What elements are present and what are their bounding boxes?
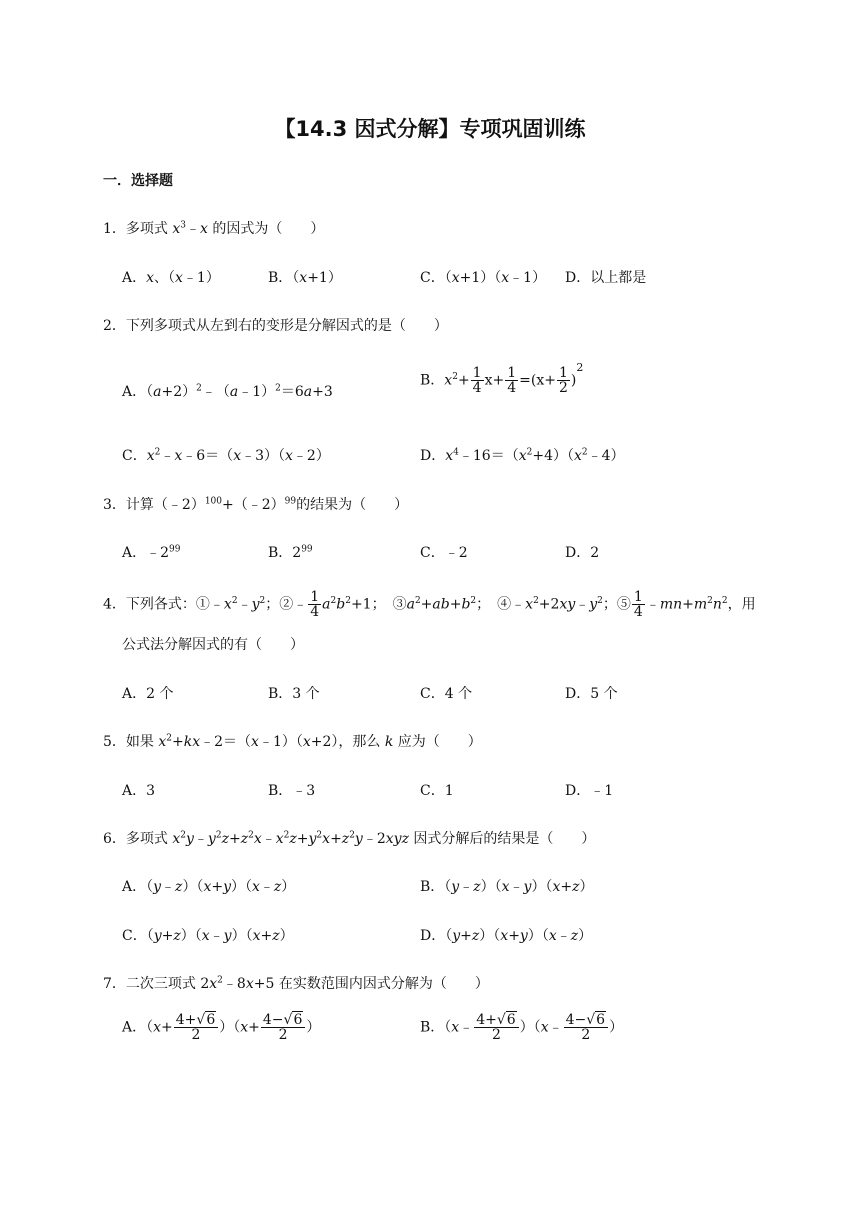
q3-option-c: C．﹣2 bbox=[420, 545, 468, 561]
question-2: 2．下列多项式从左到右的变形是分解因式的是（ ） bbox=[103, 318, 448, 334]
q5-option-a: A．3 bbox=[122, 783, 156, 799]
q6-option-a: A．（y﹣z）（x+y）（x﹣z） bbox=[122, 879, 296, 895]
q1-option-d: D．以上都是 bbox=[565, 270, 647, 286]
q3-option-a: A．$﹣2^{99}$ bbox=[122, 544, 181, 561]
q5-option-b: B．﹣3 bbox=[268, 783, 316, 799]
q2-option-b: B．$x^2+$ $\frac{1}{4}$ x+ $\frac{1}{4}$ =(x+ $\frac{1}{2}$ )$^2$ bbox=[420, 360, 584, 396]
q1-option-b: B．（x+1） bbox=[268, 270, 342, 286]
q4-option-a: A．2 个 bbox=[122, 686, 174, 702]
question-6: 6．多项式 $x^2y﹣y^2z+z^2x﹣x^2z+y^2x+z^2y﹣2xyz$ 因式分解后的结果是（ ） bbox=[103, 830, 596, 847]
question-5: 5．如果 $x^2+kx﹣2=(x﹣1)(x+2)$，那么 k 应为（ ） bbox=[103, 733, 482, 750]
q5-option-d: D．﹣1 bbox=[565, 783, 614, 799]
question-4-line-1: 4．下列各式：$①﹣x^2﹣y^2$；②﹣ $\frac{1}{4}$ $a^2b^2+1$； $③a^2+ab+b^2$； $④﹣x^2+2xy﹣y^2$；⑤ $\frac{1}{4}$ $﹣mn+m^2n^2$，用 bbox=[103, 589, 756, 620]
q3-option-d: D．2 bbox=[565, 545, 600, 561]
q6-option-c: C．（y+z）（x﹣y）（x+z） bbox=[122, 928, 294, 944]
question-1: 1．多项式 $x^3﹣x$ 的因式为（ ） bbox=[103, 220, 325, 237]
q6-option-b: B．（y﹣z）（x﹣y）（x+z） bbox=[420, 879, 594, 895]
q5-option-c: C．1 bbox=[420, 783, 454, 799]
q4-option-c: C．4 个 bbox=[420, 686, 473, 702]
q3-option-b: B．$2^{99}$ bbox=[268, 544, 313, 561]
page-title: 【14.3 因式分解】专项巩固训练 bbox=[274, 117, 586, 141]
q1-option-c: C．（x+1）（x﹣1） bbox=[420, 270, 547, 286]
question-4-line-2: 公式法分解因式的有（ ） bbox=[122, 637, 304, 653]
q7-option-a: A．（x+ $\frac{4+√6}{2}$ ）（x+ $\frac{4-√6}{2}$ ） bbox=[122, 1012, 321, 1043]
question-3: 3．计算（﹣2）$^{100}$+（﹣2）$^{99}$的结果为（ ） bbox=[103, 496, 409, 513]
q2-option-d: D．$x^4﹣16=(x^2+4)(x^2﹣4)$ bbox=[420, 447, 625, 464]
question-7: 7．二次三项式 $2x^2﹣8x+5$ 在实数范围内因式分解为（ ） bbox=[103, 975, 489, 992]
q4-option-b: B．3 个 bbox=[268, 686, 320, 702]
q7-option-b: B．（x﹣ $\frac{4+√6}{2}$ ）（x﹣ $\frac{4-√6}{2}$ ） bbox=[420, 1012, 624, 1043]
q6-option-d: D．（y+z）（x+y）（x﹣z） bbox=[420, 928, 593, 944]
q2-option-a: A．$(a+2)^2﹣(a﹣1)^2=6a+3$ bbox=[122, 383, 333, 400]
q1-option-a: A．x、（x﹣1） bbox=[122, 270, 220, 286]
q4-option-d: D．5 个 bbox=[565, 686, 618, 702]
q2-option-c: C．$x^2﹣x﹣6=(x﹣3)(x﹣2)$ bbox=[122, 447, 330, 464]
section-heading: 一．选择题 bbox=[103, 173, 173, 189]
